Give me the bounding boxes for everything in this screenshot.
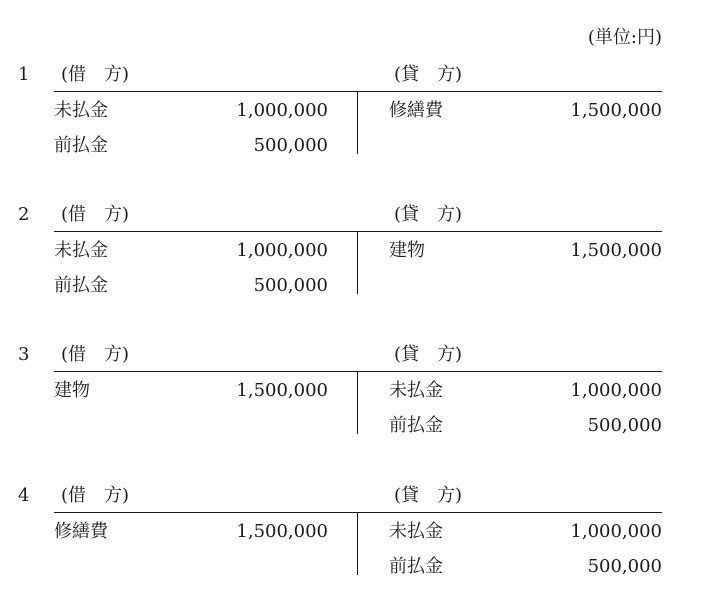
journal-entry-2: [0, 201, 702, 313]
amount: 1,000,000: [236, 100, 328, 121]
journal-entry-4: [0, 482, 702, 594]
t-account-divider: [357, 232, 358, 294]
amount: 1,000,000: [570, 521, 662, 542]
account-name: 修繕費: [54, 521, 108, 542]
amount: 500,000: [253, 135, 328, 156]
entry-number: 1: [18, 64, 30, 85]
credit-row: [389, 412, 662, 440]
debit-row: [54, 272, 328, 300]
debit-row: [54, 97, 328, 125]
amount: 1,500,000: [570, 100, 662, 121]
credit-header: (貸 方): [394, 64, 463, 85]
journal-entry-1: [0, 61, 702, 173]
account-name: 未払金: [389, 521, 443, 542]
account-name: 前払金: [389, 415, 443, 436]
credit-row: [389, 237, 662, 265]
credit-header: (貸 方): [394, 485, 463, 506]
header-rule: [54, 91, 662, 92]
debit-header: (借 方): [61, 344, 130, 365]
credit-row: [389, 377, 662, 405]
amount: 1,500,000: [236, 521, 328, 542]
account-name: 未払金: [54, 240, 108, 261]
account-name: 未払金: [389, 380, 443, 401]
account-name: 建物: [389, 240, 425, 261]
debit-row: [54, 237, 328, 265]
entry-number: 2: [18, 204, 30, 225]
amount: 1,500,000: [570, 240, 662, 261]
header-rule: [54, 371, 662, 372]
amount: 500,000: [253, 275, 328, 296]
header-rule: [54, 231, 662, 232]
credit-row: [389, 518, 662, 546]
header-rule: [54, 512, 662, 513]
unit-label: (単位:円): [587, 27, 662, 48]
debit-header: (借 方): [61, 204, 130, 225]
debit-header: (借 方): [61, 64, 130, 85]
amount: 500,000: [587, 556, 662, 577]
t-account-divider: [357, 372, 358, 434]
journal-entry-3: [0, 341, 702, 453]
amount: 1,000,000: [236, 240, 328, 261]
entry-number: 3: [18, 344, 30, 365]
debit-header: (借 方): [61, 485, 130, 506]
entry-number: 4: [18, 485, 30, 506]
account-name: 前払金: [389, 556, 443, 577]
account-name: 前払金: [54, 275, 108, 296]
amount: 1,500,000: [236, 380, 328, 401]
credit-header: (貸 方): [394, 204, 463, 225]
debit-row: [54, 132, 328, 160]
credit-header: (貸 方): [394, 344, 463, 365]
account-name: 修繕費: [389, 100, 443, 121]
credit-row: [389, 553, 662, 581]
t-account-divider: [357, 513, 358, 575]
account-name: 前払金: [54, 135, 108, 156]
amount: 500,000: [587, 415, 662, 436]
credit-row: [389, 97, 662, 125]
account-name: 建物: [54, 380, 90, 401]
t-account-divider: [357, 92, 358, 154]
account-name: 未払金: [54, 100, 108, 121]
debit-row: [54, 518, 328, 546]
amount: 1,000,000: [570, 380, 662, 401]
debit-row: [54, 377, 328, 405]
